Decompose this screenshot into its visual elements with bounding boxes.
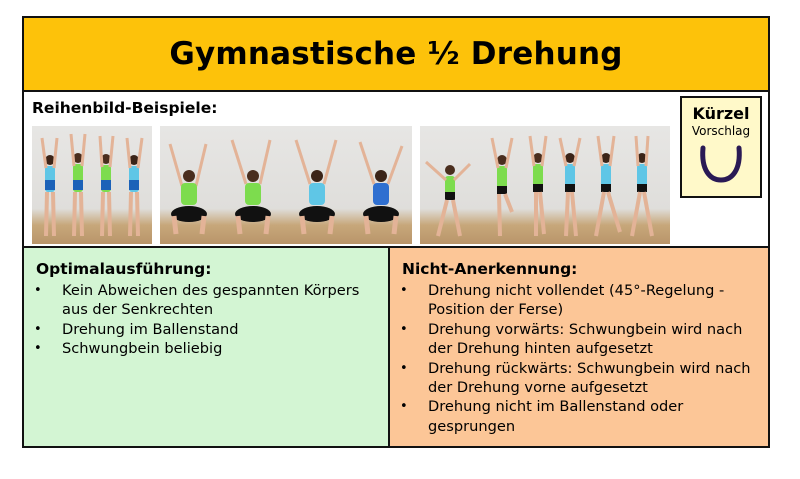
- photo-sequence-squatting: [160, 126, 412, 244]
- photo-sequence-turning: [420, 126, 670, 244]
- list-item: • Drehung vorwärts: Schwungbein wird nach der Drehung hinten aufgesetzt: [400, 320, 743, 358]
- kuerzel-subtitle: Vorschlag: [691, 124, 751, 138]
- gymnast-figure: [127, 138, 142, 236]
- bullet-icon: •: [34, 321, 42, 337]
- non-recognition-panel: [390, 248, 768, 446]
- list-item: • Drehung rückwärts: Schwungbein wird nach der Drehung vorne aufgesetzt: [400, 359, 751, 397]
- exercise-card: [22, 16, 770, 448]
- gymnast-figure: [100, 136, 113, 236]
- nicht-list: [390, 281, 760, 436]
- optimal-list: [24, 281, 364, 359]
- gymnast-figure: [632, 136, 652, 236]
- gymnast-figure: [296, 140, 336, 234]
- title-bar: [24, 18, 768, 92]
- gymnast-figure: [232, 140, 271, 234]
- kuerzel-title: Kürzel: [692, 104, 750, 123]
- optimal-title: Optimalausführung:: [36, 260, 212, 278]
- list-item: • Drehung nicht im Ballenstand oder gesprungen: [400, 398, 684, 435]
- gymnast-figure: [170, 144, 207, 234]
- list-item: • Kein Abweichen des gespannten Körpers aus der Senkrechten: [34, 282, 360, 319]
- bullet-icon: •: [400, 399, 408, 415]
- bullet-icon: •: [400, 321, 408, 337]
- nicht-title: Nicht-Anerkennung:: [402, 260, 578, 278]
- list-item: • Drehung nicht vollendet (45°-Regelung - Position der Ferse): [400, 282, 725, 319]
- bullet-icon: •: [400, 360, 408, 376]
- page-title: Gymnastische ½ Drehung: [169, 36, 623, 72]
- photo-sequence-standing: [32, 126, 152, 244]
- u-arc-icon: [696, 144, 746, 184]
- gymnast-figure: [360, 142, 402, 234]
- gymnast-figure: [71, 134, 85, 236]
- bullet-icon: •: [34, 283, 42, 298]
- section-label: Reihenbild-Beispiele:: [32, 99, 218, 117]
- gymnast-figure: [596, 136, 620, 236]
- gymnast-figure: [492, 138, 512, 236]
- gymnast-figure: [530, 136, 546, 236]
- optimal-execution-panel: [24, 248, 390, 446]
- image-sequence-section: [24, 92, 768, 248]
- list-item: • Schwungbein beliebig: [34, 340, 223, 358]
- bullet-icon: •: [400, 283, 408, 298]
- list-item: • Drehung im Ballenstand: [34, 320, 239, 338]
- kuerzel-box: [680, 96, 762, 198]
- gymnast-figure: [426, 162, 470, 236]
- gymnast-figure: [560, 138, 580, 236]
- bullet-icon: •: [34, 341, 42, 357]
- gymnast-figure: [42, 138, 57, 236]
